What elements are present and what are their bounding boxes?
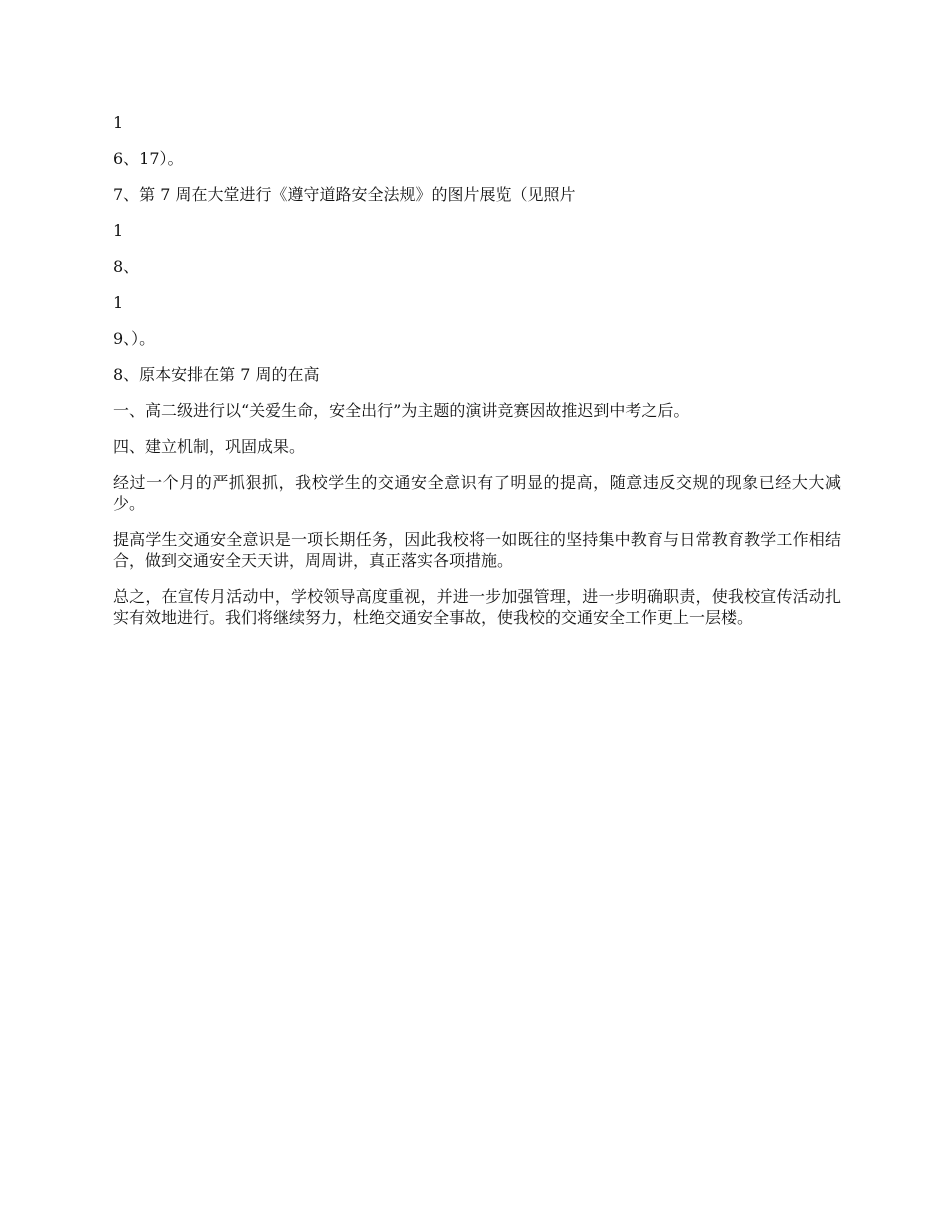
paragraph-7: 9、）。	[113, 329, 156, 348]
section-heading: 四、建立机制，巩固成果。	[113, 437, 306, 456]
paragraph-13: 总之，在宣传月活动中，学校领导高度重视，并进一步加强管理，进一步明确职责，使我校宣传活动扎实有效地进行。我们将继续努力，杜绝交通安全事故，使我校的交通安全工作更上一层楼。	[113, 587, 841, 627]
paragraph-8: 8、原本安排在第 7 周的在高	[113, 365, 320, 384]
paragraph-4: 1	[113, 221, 124, 240]
paragraph-6: 1	[113, 293, 124, 312]
paragraph-3: 7、第 7 周在大堂进行《遵守道路安全法规》的图片展览（见照片	[113, 185, 576, 204]
paragraph-2: 6、17）。	[113, 149, 184, 168]
paragraph-12: 提高学生交通安全意识是一项长期任务，因此我校将一如既往的坚持集中教育与日常教育教学工作相结合，做到交通安全天天讲，周周讲，真正落实各项措施。	[113, 530, 841, 570]
document-body	[113, 112, 841, 643]
paragraph-5: 8、	[113, 257, 140, 276]
paragraph-1: 1	[113, 113, 124, 132]
paragraph-9: 一、高二级进行以“关爱生命，安全出行”为主题的演讲竞赛因故推迟到中考之后。	[113, 401, 690, 420]
paragraph-11: 经过一个月的严抓狠抓，我校学生的交通安全意识有了明显的提高，随意违反交规的现象已经大大减少。	[113, 473, 841, 513]
